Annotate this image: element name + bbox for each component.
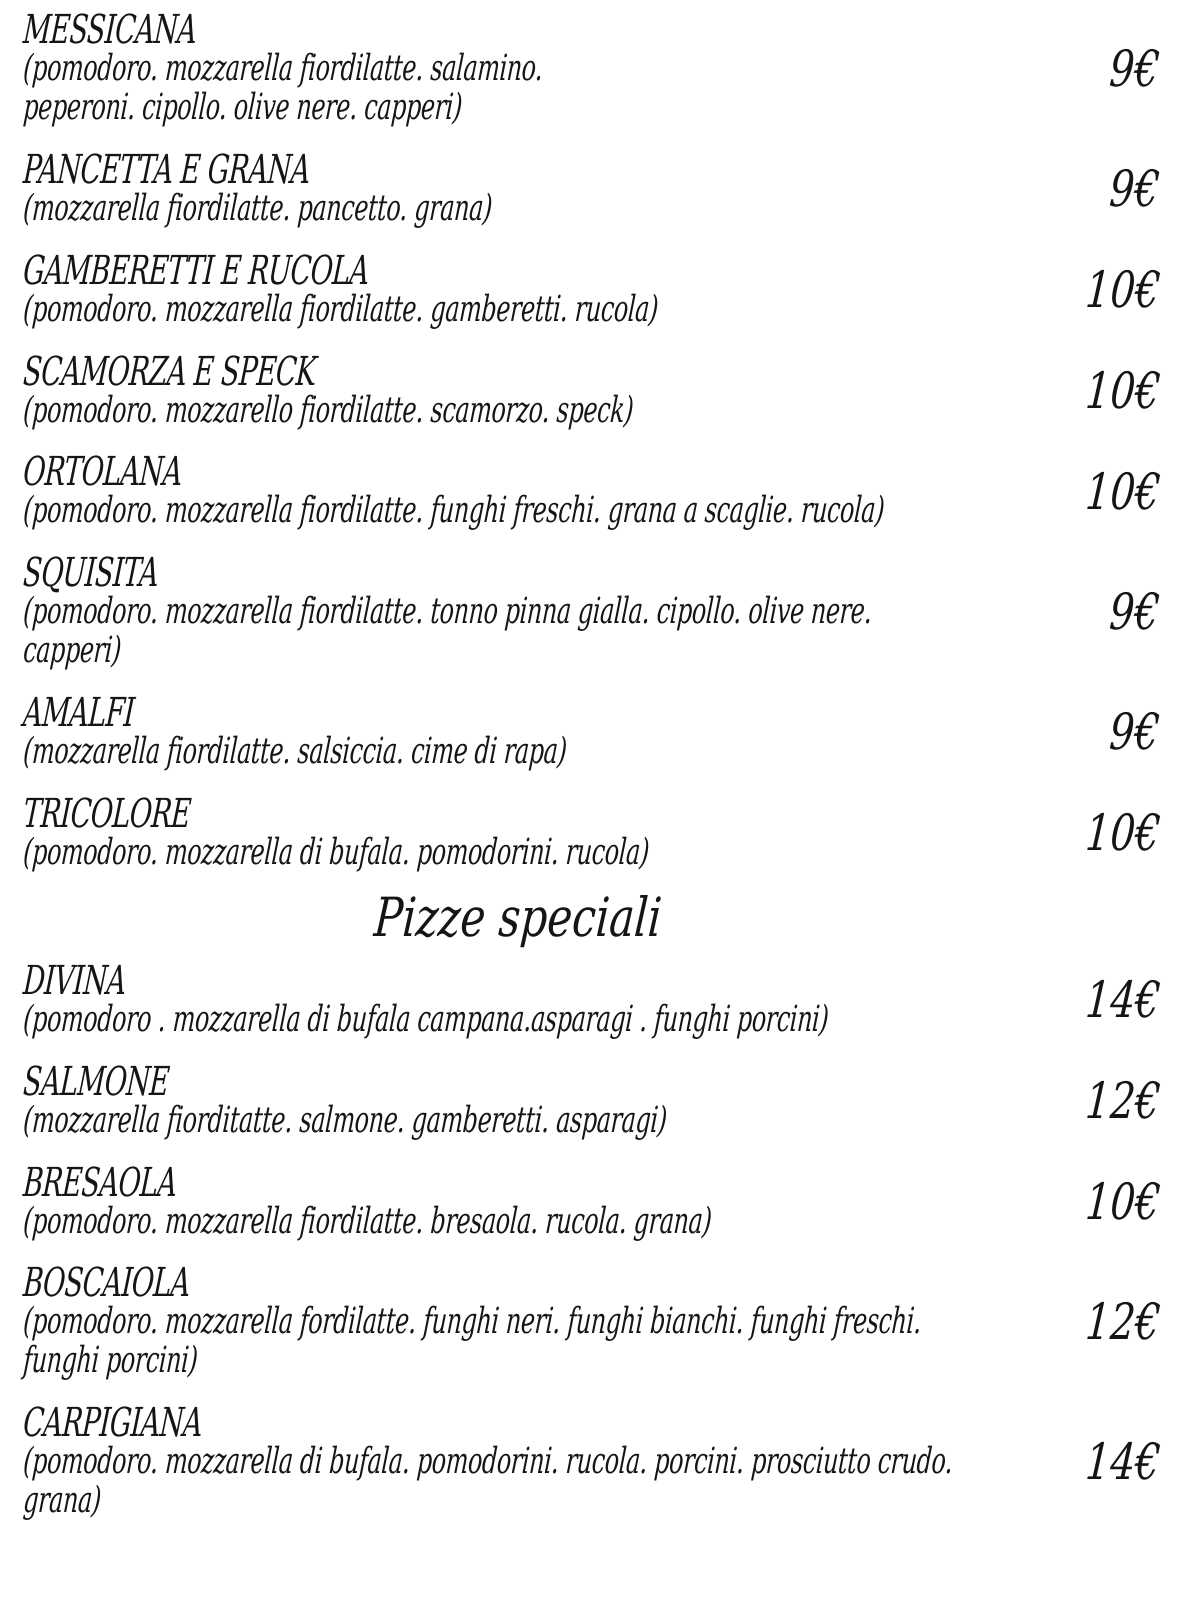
menu-item (21, 690, 1200, 772)
item-price (968, 703, 1200, 762)
item-price-text: 14€ (1083, 1433, 1162, 1491)
item-description-line: grana) (21, 1480, 103, 1521)
item-price-text: 9€ (1108, 703, 1162, 762)
menu-item-main (21, 348, 968, 431)
menu-item (21, 146, 1200, 229)
menu-item-main (21, 957, 968, 1040)
item-name: PANCETTA E GRANA (21, 146, 312, 193)
menu-item (21, 790, 1200, 873)
menu-item-main (21, 247, 968, 330)
item-price (968, 1433, 1200, 1491)
item-price-text: 10€ (1083, 361, 1162, 420)
item-price (968, 1172, 1200, 1231)
menu-item (21, 957, 1200, 1040)
menu-item-main (21, 1400, 968, 1521)
menu-item-main (21, 1260, 968, 1382)
item-description-line: peperoni. cipollo. olive nere. capperi) (21, 86, 464, 128)
menu-item (21, 1058, 1200, 1141)
item-price-text: 10€ (1083, 1172, 1162, 1231)
menu-item (21, 348, 1200, 431)
item-name: MESSICANA (21, 7, 199, 53)
item-price-text: 9€ (1108, 160, 1162, 219)
item-name: CARPIGIANA (21, 1400, 204, 1447)
item-name: BOSCAIOLA (21, 1260, 192, 1307)
item-name: SCAMORZA E SPECK (21, 348, 318, 395)
item-price-text: 9€ (1108, 39, 1162, 98)
item-description-line: funghi porcini) (21, 1340, 199, 1382)
item-price-text: 12€ (1083, 1293, 1162, 1352)
menu-item (21, 550, 1200, 672)
item-price (968, 39, 1200, 98)
menu-item (21, 1260, 1200, 1382)
item-name: SQUISITA (21, 550, 160, 597)
item-name: BRESAOLA (21, 1159, 179, 1206)
item-description-line: (pomodoro . mozzarella di bufala campana.asparagi . funghi porcini) (21, 998, 830, 1040)
menu-item (21, 247, 1200, 330)
item-name: SALMONE (21, 1058, 171, 1105)
item-description-line: (pomodoro. mozzarella di bufala. pomodorini. rucola) (21, 831, 651, 873)
section-heading-pizze-speciali (22, 885, 1010, 949)
item-name: AMALFI (21, 690, 136, 736)
menu-item-main (21, 146, 968, 229)
item-price (968, 804, 1200, 863)
menu-item (21, 1159, 1200, 1242)
item-description-line: (mozzarella fiordilatte. pancetto. grana) (21, 187, 494, 229)
menu-item-main (21, 7, 968, 128)
item-price-text: 14€ (1083, 971, 1162, 1030)
item-description-line: (pomodoro. mozzarella fiordilatte. bresaola. rucola. grana) (21, 1200, 713, 1242)
menu-item (21, 449, 1200, 532)
item-price (968, 583, 1200, 642)
item-description-line: (pomodoro. mozzarella fordilatte. funghi neri. funghi bianchi. funghi freschi. (21, 1301, 923, 1343)
item-price-text: 10€ (1083, 804, 1162, 863)
item-price-text: 10€ (1083, 261, 1162, 320)
item-description-line: (mozzarella fiorditatte. salmone. gamberetti. asparagi) (21, 1099, 669, 1141)
menu-item (21, 7, 1200, 128)
menu-item-main (21, 1159, 968, 1242)
menu-item-main (21, 550, 968, 672)
menu-item (21, 1400, 1200, 1521)
item-name: GAMBERETTI E RUCOLA (21, 247, 371, 294)
item-price (968, 361, 1200, 420)
item-name: DIVINA (21, 957, 128, 1004)
item-price (968, 160, 1200, 219)
item-description-line: (mozzarella fiordilatte. salsiccia. cime di rapa) (21, 731, 569, 772)
item-price (968, 261, 1200, 320)
item-price-text: 9€ (1108, 583, 1162, 642)
item-name: TRICOLORE (21, 790, 193, 837)
item-description-line: (pomodoro. mozzarella fiordilatte. gamberetti. rucola) (21, 288, 660, 330)
section-heading-text: Pizze speciali (372, 885, 664, 949)
item-description-line: (pomodoro. mozzarella fiordilatte. salamino. (21, 48, 545, 89)
item-price-text: 12€ (1083, 1072, 1162, 1131)
menu-item-main (21, 790, 968, 873)
item-description-line: capperi) (21, 630, 123, 672)
item-name: ORTOLANA (21, 449, 184, 496)
menu-item-main (21, 449, 968, 532)
item-price (968, 462, 1200, 521)
item-description-line: (pomodoro. mozzarello fiordilatte. scamorzo. speck) (21, 389, 635, 431)
item-description-line: (pomodoro. mozzarella fiordilatte. funghi freschi. grana a scaglie. rucola) (21, 490, 886, 532)
item-price (968, 971, 1200, 1030)
menu-item-main (21, 690, 968, 772)
item-price (968, 1072, 1200, 1131)
item-description-line: (pomodoro. mozzarella di bufala. pomodorini. rucola. porcini. prosciutto crudo. (21, 1441, 954, 1483)
menu-item-main (21, 1058, 968, 1141)
item-price-text: 10€ (1083, 462, 1162, 521)
item-price (968, 1293, 1200, 1352)
item-description-line: (pomodoro. mozzarella fiordilatte. tonno pinna gialla. cipollo. olive nere. (21, 591, 874, 633)
